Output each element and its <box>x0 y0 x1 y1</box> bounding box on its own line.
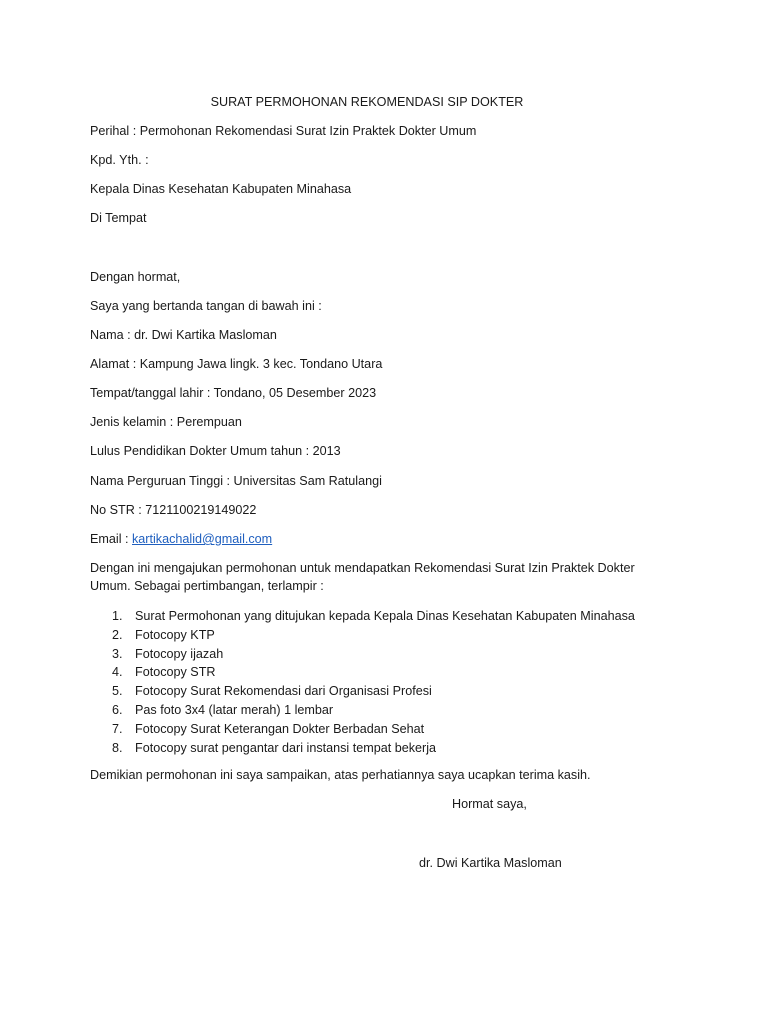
field-nama: Nama : dr. Dwi Kartika Masloman <box>90 328 277 342</box>
field-email <box>90 531 272 547</box>
list-item-text: Fotocopy STR <box>135 665 216 680</box>
recipient-name: Kepala Dinas Kesehatan Kabupaten Minahasa <box>90 182 352 196</box>
list-item <box>90 607 635 626</box>
list-item <box>90 701 635 720</box>
email-label: Email : <box>90 532 132 546</box>
list-item-number: 3. <box>112 646 123 661</box>
field-alamat: Alamat : Kampung Jawa lingk. 3 kec. Tondano Utara <box>90 357 383 371</box>
list-item-number: 8. <box>112 740 123 755</box>
list-item-text: Surat Permohonan yang ditujukan kepada Kepala Dinas Kesehatan Kabupaten Minahasa <box>135 609 635 623</box>
addressee-prefix: Kpd. Yth. : <box>90 153 149 167</box>
list-item-number: 4. <box>112 665 123 680</box>
request-line-1: Dengan ini mengajukan permohonan untuk mendapatkan Rekomendasi Surat Izin Praktek Dokter <box>90 561 635 575</box>
list-item <box>90 682 635 701</box>
field-str: No STR : 7121100219149022 <box>90 503 257 517</box>
list-item-number: 6. <box>112 702 123 717</box>
list-item-text: Fotocopy Surat Rekomendasi dari Organisasi Profesi <box>135 684 432 699</box>
list-item-number: 5. <box>112 684 123 699</box>
list-item-number: 7. <box>112 721 123 736</box>
request-line-2: Umum. Sebagai pertimbangan, terlampir : <box>90 579 324 593</box>
signature-name: dr. Dwi Kartika Masloman <box>419 856 562 870</box>
field-jenis-kelamin: Jenis kelamin : Perempuan <box>90 415 242 429</box>
recipient-location: Di Tempat <box>90 211 147 225</box>
closing-line: Demikian permohonan ini saya sampaikan, atas perhatiannya saya ucapkan terima kasih. <box>90 768 591 782</box>
letter-title: SURAT PERMOHONAN REKOMENDASI SIP DOKTER <box>210 95 524 109</box>
request-paragraph <box>90 559 650 595</box>
list-item-text: Pas foto 3x4 (latar merah) 1 lembar <box>135 702 334 717</box>
list-item <box>90 663 635 682</box>
email-link[interactable]: kartikachalid@gmail.com <box>132 532 273 546</box>
list-item <box>90 645 635 664</box>
list-item-text: Fotocopy surat pengantar dari instansi tempat bekerja <box>135 740 437 755</box>
list-item-text: Fotocopy ijazah <box>135 646 224 661</box>
greeting: Dengan hormat, <box>90 270 181 284</box>
intro-line: Saya yang bertanda tangan di bawah ini : <box>90 299 322 313</box>
field-perguruan: Nama Perguruan Tinggi : Universitas Sam Ratulangi <box>90 474 382 488</box>
list-item-number: 2. <box>112 627 123 642</box>
list-item-text: Fotocopy KTP <box>135 627 215 642</box>
attachment-list <box>90 607 635 757</box>
signoff: Hormat saya, <box>452 797 527 811</box>
field-ttl: Tempat/tanggal lahir : Tondano, 05 Desember 2023 <box>90 386 377 400</box>
list-item <box>90 626 635 645</box>
field-lulus: Lulus Pendidikan Dokter Umum tahun : 2013 <box>90 444 341 458</box>
list-item <box>90 739 635 758</box>
list-item-text: Fotocopy Surat Keterangan Dokter Berbadan Sehat <box>135 721 425 736</box>
list-item <box>90 720 635 739</box>
list-item-number: 1. <box>112 609 123 623</box>
subject-line: Perihal : Permohonan Rekomendasi Surat Izin Praktek Dokter Umum <box>90 124 477 138</box>
